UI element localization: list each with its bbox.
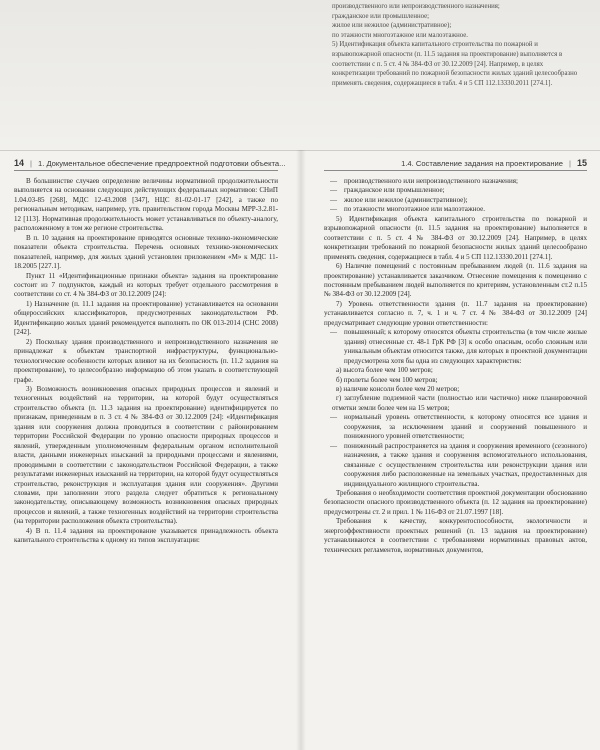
paragraph: 4) В п. 11.4 задания на проектирование указывается принадлежность объекта капитального строительства к одному из типов эксплуатации: [14,526,278,545]
previous-left-page-blank [14,0,279,150]
list-item: — нормальный уровень ответственности, к которому относятся все здания и сооружения, за исключением зданий и сооружений повышенного и пониженного уровней ответственности; [324,413,587,441]
paragraph: 2) Поскольку здания производственного и непроизводственного назначения не принадлежат к объектам транспортной инфраструктуры, функционально-технологические особенности которых влияют на их безопасность (п. 11.2 задания на проектирование), то целесообразно информацию об этом указать в соответствующей графе. [14,337,278,384]
paragraph: 3) Возможность возникновения опасных природных процессов и явлений и техногенных воздействий на территории, на которой будут осуществляться строительство объекта (п. 11.3 задания на проектирование) идентифицируется по признакам, приведенным в п. 3 ст. 4 № 384-ФЗ от 30.12.2009 [24]: «Идентификация здания или сооружения должна проводиться в соответствии с районированием территории Российской Федерации по уровню опасности природных процессов и явлений, утвержденным уполномоченным федеральным органом исполнительной власти, данными инженерных изысканий за природными процессами и явлениями, проводимыми в соответствии с законодательством Российской Федерации, а также результатами инженерных изысканий на территории, на которой будут осуществляться строительство, реконструкция и эксплуатация здания или сооружения». Другими словами, при заполнении этого раздела следует обратиться к региональному законодательству, описывающему возможность возникновения опасных природных процессов и явлений, а также техногенных воздействий на территории строительства (на территории расположения объекта строительства). [14,384,278,526]
paragraph: В п. 10 задания на проектирование приводятся основные технико-экономические показатели объекта строительства. Перечень основных технико-экономических показателей, например, для жилых зданий установлен приложением «М» к МДС 11-18.2005 [227.1]. [14,233,278,271]
left-header-title: 1. Документальное обеспечение предпроектной подготовки объекта... [38,158,286,168]
prev-paragraph: 5) Идентификация объекта капитального строительства по пожарной и взрывопожарной опасности (п. 11.5 задания на проектирование) выполняется в соответствии с п. 5 ст. 4 № 384-ФЗ от 30.12.2009 [24]. Например, в целях конкретизации требований по пожарной безопасности жилых зданий целесообразно применять сведения, содержащиеся в табл. 4 и 5 СП 112.13330.2011 [274.1]. [332,41,578,87]
left-page [14,156,286,546]
list-item: — по этажности многоэтажное или малоэтажное. [324,205,587,214]
right-page-body [324,177,587,555]
list-item: — гражданское или промышленное; [324,186,587,195]
left-page-number: 14 [14,158,25,168]
right-running-header [324,156,587,171]
sub-list-item: б) пролеты более чем 100 метров; [336,375,438,384]
list-item: — пониженный распространяется на здания и сооружения временного (сезонного) назначения, а также здания и сооружения вспомогательного использования, связанные с осуществлением строительства или реконструкции здания или сооружения либо расположенные на земельных участках, предоставленных для индивидуального жилищного строительства. [324,442,587,489]
list-item: — жилое или нежилое (административное); [324,196,587,205]
sub-list-item: в) наличие консоли более чем 20 метров; [336,384,460,393]
prev-bullet: гражданское или промышленное; [332,12,430,20]
paragraph: Требования о необходимости соответствия проектной документации обоснованию безопасности опасного производственного объекта (п. 12 задания на проектирование) предусмотрены ст. 2 и прил. 1 № 116-ФЗ от 21.07.1997 [18]. [324,488,587,516]
right-page-number: 15 [576,158,587,168]
left-running-header [14,156,286,171]
book-gutter [296,150,306,750]
paragraph: 1) Назначение (п. 11.1 задания на проектирование) устанавливается на основании общероссийских классификаторов, предусмотренных законодательством РФ. Идентификацию жилых зданий рекомендуется выполнять по ОК 013-2014 (СНС 2008) [242]. [14,299,278,337]
paragraph: 5) Идентификация объекта капитального строительства по пожарной и взрывопожарной опасности (п. 11.5 задания на проектирование) выполняется в соответствии с п. 5 ст. 4 № 384-ФЗ от 30.12.2009 [24]. Например, в целях конкретизации требований по пожарной безопасности жилых зданий целесообразно применять сведения, содержащиеся в табл. 4 и 5 СП 112.13330.2011 [274.1]. [324,214,587,261]
sub-list-item: г) заглубление подземной части (полностью или частично) ниже планировочной отметки земли более чем на 15 метров; [332,394,587,412]
paragraph: Требования к качеству, конкурентоспособности, экологичности и энергоэффективности проектных решений (п. 13 задания на проектирование) устанавливаются в соответствии с требованиями нормативных правовых актов, технических регламентов, нормативных документов, [324,517,587,554]
prev-bullet: по этажности многоэтажное или малоэтажное. [332,31,468,39]
header-separator: | [30,158,32,168]
paragraph: 7) Уровень ответственности здания (п. 11.7 задания на проектирование) устанавливается согласно п. 7, ч. 1 и ч. 7 ст. 4 № 384-ФЗ от 30.12.2009 [24] предусматривает следующие уровни ответственности: [324,299,587,327]
prev-bullet: производственного или непроизводственного назначения; [332,3,500,10]
sub-list-item: а) высота более чем 100 метров; [336,366,433,375]
left-page-body [14,177,278,546]
list-item: — повышенный; к которому относятся объекты строительства (в том числе жилые здания) отнесенные ст. 48-1 ГрК РФ [3] к особо опасным, особо сложным или уникальным объектам относится также, для которых в проектной документации предусмотрена хотя бы одна из следующих характеристик: [324,328,587,366]
paragraph: Пункт 11 «Идентификационные признаки объекта» задания на проектирование состоит из 7 подпунктов, каждый из которых требует отдельного рассмотрения в соответствии со ст. 4 № 384-ФЗ от 30.12.2009 [24]: [14,271,278,299]
previous-spread [0,0,600,151]
right-page [324,156,587,555]
list-item: — производственного или непроизводственного назначения; [324,177,587,186]
paragraph: В большинстве случаев определение величины нормативной продолжительности выполняется на основании следующих действующих федеральных нормативов: СНиП 1.04.03-85 [268], МДС 12-43.2008 [347], НЦС 81-02-01-17 [242], а также по региональным методикам, например, утв. правительством города Москвы МРР-3.2.81-12 [113]. Нормативная продолжительность может устанавливаться по объекту-аналогу, расположенному в том же регионе строительства. [14,177,278,233]
previous-right-page-text [332,2,587,88]
prev-bullet: жилое или нежилое (административное); [332,22,452,30]
paragraph: 6) Наличие помещений с постоянным пребыванием людей (п. 11.6 задания на проектирование) устанавливается заказчиком. Отнесение помещения к помещению с постоянным пребыванием людей выполняется по критериям, установленным ст.2 п.15 № 384-ФЗ от 30.12.2009 [24]. [324,262,587,299]
right-header-title: 1.4. Составление задания на проектирование [401,158,563,168]
header-separator: | [569,158,571,168]
